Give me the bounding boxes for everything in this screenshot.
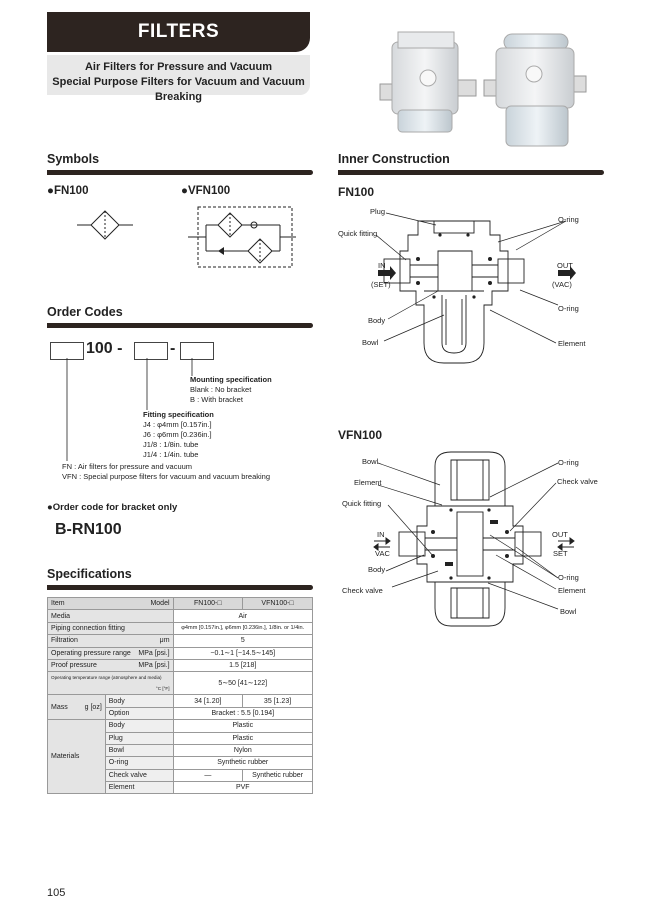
title-banner xyxy=(47,12,310,52)
fn100-construction-title: FN100 xyxy=(338,185,375,199)
vfn-label-oring-bottom: O-ring xyxy=(558,573,579,582)
op-pressure-value: −0.1∼1 [−14.5∼145] xyxy=(173,647,312,659)
table-row xyxy=(48,672,313,695)
order-codes-heading: Order Codes xyxy=(47,305,123,319)
piping-value: φ4mm [0.157in.], φ6mm [0.236in.], 1/8in. or 1/4in. xyxy=(173,622,312,634)
model-desc-block xyxy=(62,462,270,482)
vfn-description: VFN : Special purpose filters for vacuum and vacuum breaking xyxy=(62,472,271,481)
table-row xyxy=(48,635,313,647)
mounting-blank: Blank : No bracket xyxy=(190,385,252,394)
material-part: Plug xyxy=(105,732,173,744)
proof-label-cell xyxy=(48,659,174,671)
element-value: PVF xyxy=(173,782,312,794)
fitting-j6: J6 : φ6mm [0.236in.] xyxy=(143,430,212,439)
fn-label-plug: Plug xyxy=(370,207,386,216)
vfn-label-bowl-bottom: Bowl xyxy=(560,607,577,616)
fitting-j14: J1/4 : 1/4in. tube xyxy=(143,450,199,459)
fn-label-out: OUT xyxy=(557,261,573,270)
page-number: 105 xyxy=(47,887,66,899)
code-dash: - xyxy=(170,340,176,357)
table-row xyxy=(48,622,313,634)
table-row xyxy=(48,720,313,732)
fn100-filter-symbol xyxy=(75,205,135,245)
fitting-spec-block xyxy=(143,410,214,460)
vfn-label-oring-top: O-ring xyxy=(558,458,579,467)
vfn-label-check-top: Check valve xyxy=(557,477,598,486)
vfn-label-body: Body xyxy=(368,565,386,574)
vfn100-construction-title: VFN100 xyxy=(338,428,383,442)
inner-construction-heading: Inner Construction xyxy=(338,152,450,166)
table-header-row xyxy=(48,598,313,610)
vfn100-symbol-label: ●VFN100 xyxy=(181,185,231,197)
material-value: Nylon xyxy=(173,744,312,756)
media-label: Media xyxy=(48,610,174,622)
proof-unit: MPa [psi.] xyxy=(138,662,170,670)
material-value: Synthetic rubber xyxy=(173,757,312,769)
table-row xyxy=(48,610,313,622)
op-temp-label-cell xyxy=(48,672,174,695)
mass-body-fn: 34 [1.20] xyxy=(173,695,243,707)
mass-body-label: Body xyxy=(105,695,173,707)
table-row xyxy=(48,659,313,671)
mounting-spec-block xyxy=(190,375,272,405)
mass-option-label: Option xyxy=(105,707,173,719)
fn-label-bowl: Bowl xyxy=(362,338,379,347)
order-codes-divider xyxy=(47,323,313,328)
filtration-unit: μm xyxy=(159,637,170,645)
mass-body-vfn: 35 [1.23] xyxy=(243,695,313,707)
mounting-spec-title: Mounting specification xyxy=(190,375,272,384)
fn-label-quick-fitting: Quick fitting xyxy=(338,229,378,238)
fitting-j4: J4 : φ4mm [0.157in.] xyxy=(143,420,212,429)
vfn100-column-header: VFN100-□ xyxy=(243,598,313,610)
material-part: Body xyxy=(105,720,173,732)
filtration-label-cell xyxy=(48,635,174,647)
vfn100-filter-symbol xyxy=(188,203,298,273)
page-title: FILTERS xyxy=(137,21,220,42)
material-value: Plastic xyxy=(173,732,312,744)
symbols-heading: Symbols xyxy=(47,152,100,166)
mass-label: Mass xyxy=(51,703,68,711)
fn-label-element: Element xyxy=(558,339,586,348)
symbols-divider xyxy=(47,170,313,175)
mass-label-cell xyxy=(48,695,106,720)
mass-unit: g [oz] xyxy=(84,703,102,711)
fn-label-in: IN xyxy=(378,261,386,270)
mass-option-value: Bracket : 5.5 [0.194] xyxy=(173,707,312,719)
table-row xyxy=(48,647,313,659)
fn-label-vac: (VAC) xyxy=(552,280,572,289)
vfn-label-vac: VAC xyxy=(375,549,390,558)
subtitle-line-2: Special Purpose Filters for Vacuum and Vacuum Breaking xyxy=(52,76,305,103)
check-valve-fn: — xyxy=(173,769,243,781)
vfn-label-element-top: Element xyxy=(354,478,382,487)
fn100-symbol-label: ●FN100 xyxy=(47,185,89,197)
proof-value: 1.5 [218] xyxy=(173,659,312,671)
filtration-label: Filtration xyxy=(51,637,78,645)
vfn-label-element-bottom: Element xyxy=(558,586,586,595)
vfn-label-in: IN xyxy=(377,530,385,539)
item-header: Item xyxy=(51,600,65,608)
op-pressure-unit: MPa [psi.] xyxy=(138,649,170,657)
fitting-j18: J1/8 : 1/8in. tube xyxy=(143,440,199,449)
item-model-header xyxy=(48,598,174,610)
vfn-label-quick-fitting: Quick fitting xyxy=(342,499,382,508)
fitting-spec-title: Fitting specification xyxy=(143,410,214,419)
op-pressure-label: Operating pressure range xyxy=(51,649,131,657)
piping-label: Piping connection fitting xyxy=(48,622,174,634)
media-value: Air xyxy=(173,610,312,622)
filtration-value: 5 xyxy=(173,635,312,647)
bracket-order-code: B-RN100 xyxy=(55,521,122,538)
model-code: 100 - xyxy=(86,340,123,357)
specifications-heading: Specifications xyxy=(47,567,132,581)
fn-label-oring-top: O-ring xyxy=(558,215,579,224)
mounting-b: B : With bracket xyxy=(190,395,243,404)
materials-label: Materials xyxy=(48,720,106,794)
specifications-divider xyxy=(47,585,313,590)
material-part: Bowl xyxy=(105,744,173,756)
table-row xyxy=(48,695,313,707)
material-value: Plastic xyxy=(173,720,312,732)
check-valve-vfn: Synthetic rubber xyxy=(243,769,313,781)
inner-construction-divider xyxy=(338,170,604,175)
fn100-column-header: FN100-□ xyxy=(173,598,243,610)
bracket-order-title: ●Order code for bracket only xyxy=(47,502,178,513)
check-valve-part: Check valve xyxy=(105,769,173,781)
subtitle-line-1: Air Filters for Pressure and Vacuum xyxy=(84,61,273,73)
vfn-label-set: SET xyxy=(553,549,568,558)
element-part: Element xyxy=(105,782,173,794)
subtitle-box xyxy=(47,55,310,103)
op-pressure-label-cell xyxy=(48,647,174,659)
fn-description: FN : Air filters for pressure and vacuum xyxy=(62,462,193,471)
model-header: Model xyxy=(150,600,170,608)
vfn-label-check-bottom: Check valve xyxy=(342,586,383,595)
fn-label-oring-mid: O-ring xyxy=(558,304,579,313)
op-temp-label: Operating temperature range (atmosphere and media) xyxy=(51,675,162,681)
fn-label-body: Body xyxy=(368,316,386,325)
vfn-label-out: OUT xyxy=(552,530,568,539)
material-part: O-ring xyxy=(105,757,173,769)
op-temp-unit: °C [°F] xyxy=(155,686,170,692)
op-temp-value: 5∼50 [41∼122] xyxy=(173,672,312,695)
vfn-label-bowl-top: Bowl xyxy=(362,457,379,466)
specifications-table xyxy=(47,597,313,794)
product-photo xyxy=(372,22,607,154)
proof-label: Proof pressure xyxy=(51,662,97,670)
fn-label-set: (SET) xyxy=(371,280,391,289)
